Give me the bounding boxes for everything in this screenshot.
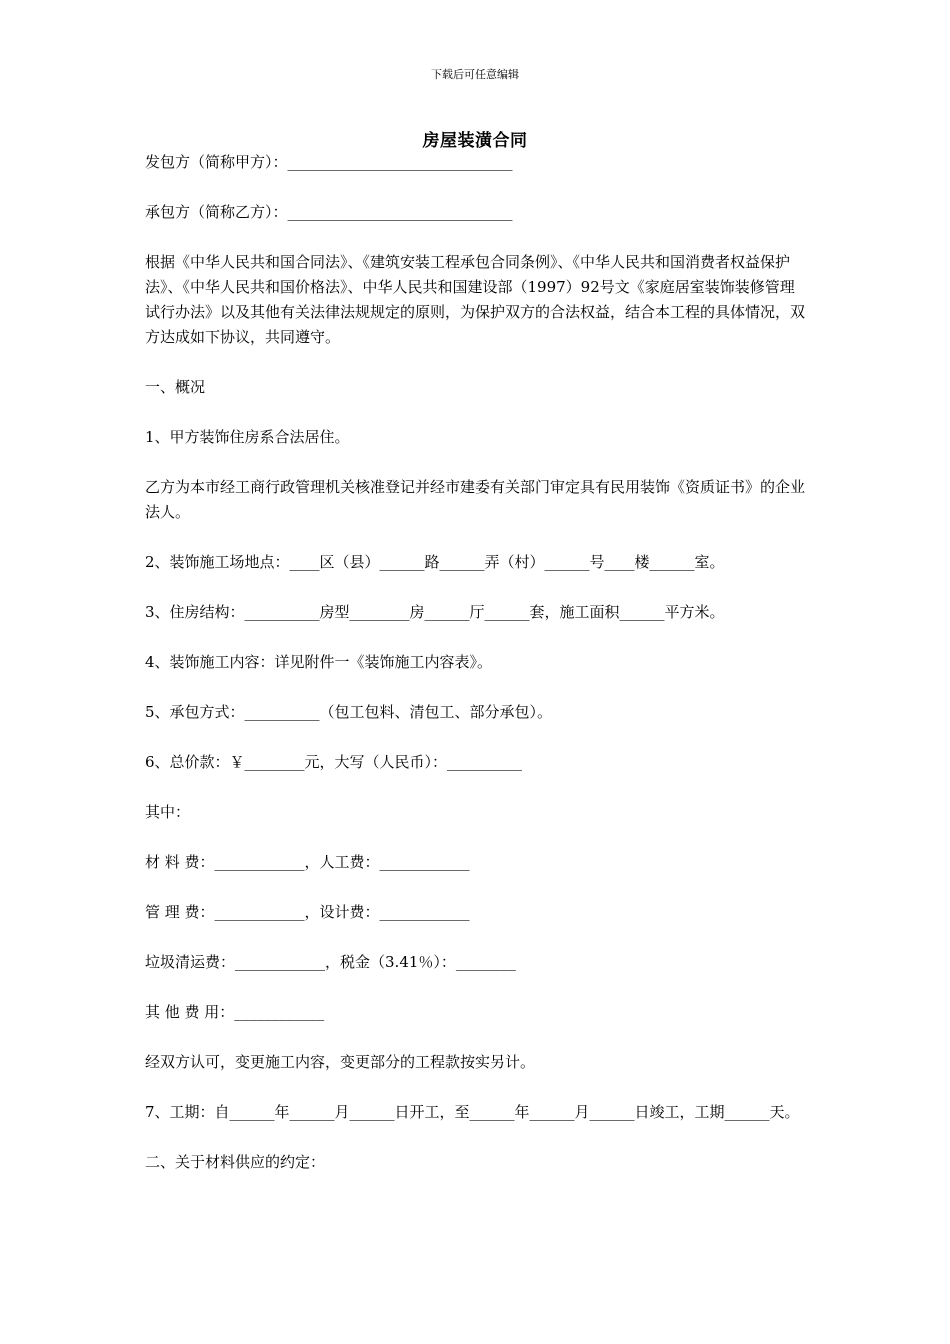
section-heading-overview: 一、概况	[145, 378, 206, 396]
clause-1: 1、甲方装饰住房系合法居住。	[145, 428, 350, 446]
page-header: 下载后可任意编辑	[431, 68, 519, 81]
other-fee: 其 他 费 用：____________	[145, 1003, 325, 1021]
material-labor-fee: 材 料 费：____________，人工费：____________	[145, 853, 470, 871]
clause-6-total-price: 6、总价款：￥________元，大写（人民币）：__________	[145, 753, 523, 771]
clause-7-schedule: 7、工期：自______年______月______日开工，至______年______月______日竣工，工期______天。	[145, 1103, 800, 1121]
preamble-paragraph: 根据《中华人民共和国合同法》、《建筑安装工程承包合同条例》、《中华人民共和国消费者权益保护法》、《中华人民共和国价格法》、中华人民共和国建设部（1997）92号文《家庭居室装饰装修管理试行办法》以及其他有关法律法规规定的原则，为保护双方的合法权益，结合本工程的具体情况，双方达成如下协议，共同遵守。	[145, 253, 806, 346]
party-b-line: 承包方（简称乙方）：______________________________	[145, 203, 513, 221]
change-note: 经双方认可，变更施工内容，变更部分的工程款按实另计。	[145, 1053, 536, 1071]
party-a-line: 发包方（简称甲方）：______________________________	[145, 153, 513, 171]
garbage-tax-fee: 垃圾清运费：____________，税金（3.41％）：________	[145, 953, 516, 971]
management-design-fee: 管 理 费：____________，设计费：____________	[145, 903, 470, 921]
document-body	[145, 150, 807, 1175]
clause-4-content: 4、装饰施工内容：详见附件一《装饰施工内容表》。	[145, 653, 493, 671]
document-title: 房屋装潢合同	[422, 131, 528, 151]
price-breakdown-label: 其中：	[145, 803, 191, 821]
section-heading-materials: 二、关于材料供应的约定：	[145, 1153, 326, 1171]
clause-1-contractor: 乙方为本市经工商行政管理机关核准登记并经市建委有关部门审定具有民用装饰《资质证书》的企业法人。	[145, 478, 806, 521]
clause-3-structure: 3、住房结构：__________房型________房______厅______套，施工面积______平方米。	[145, 603, 725, 621]
clause-5-contract-mode: 5、承包方式：__________（包工包料、清包工、部分承包）。	[145, 703, 553, 721]
clause-2-location: 2、装饰施工场地点：____区（县）______路______弄（村）______号____楼______室。	[145, 553, 725, 571]
